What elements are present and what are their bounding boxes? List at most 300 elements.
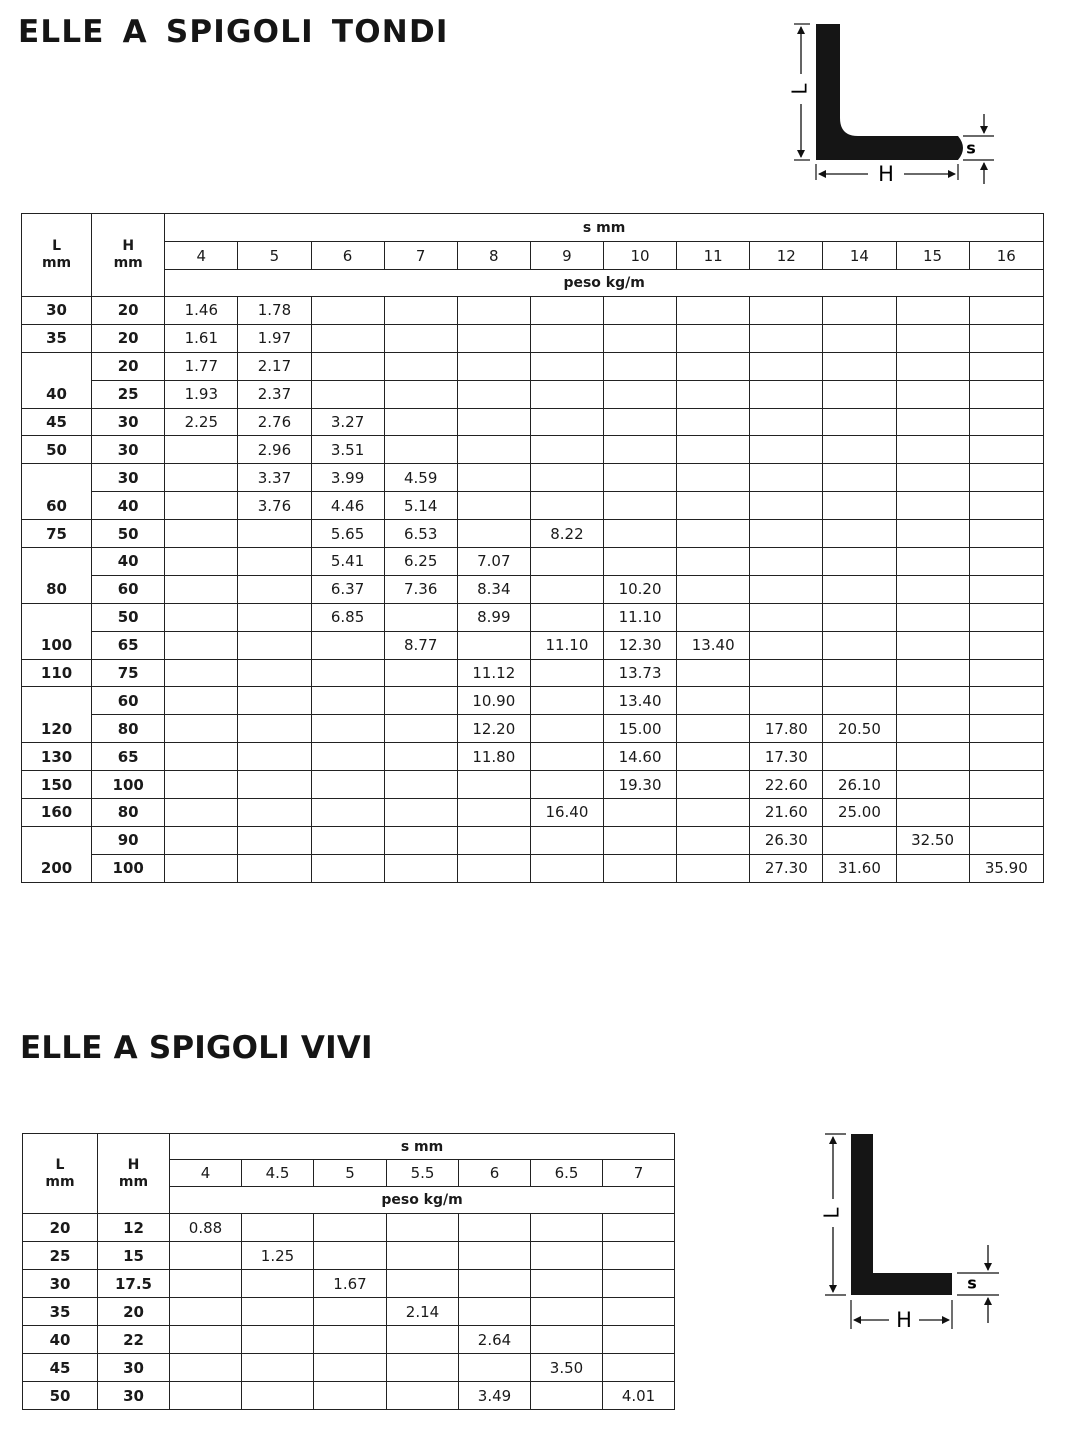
cell-weight <box>823 575 896 603</box>
header-weight-group: peso kg/m <box>170 1187 675 1214</box>
cell-weight: 1.25 <box>242 1242 314 1270</box>
cell-weight <box>969 799 1043 827</box>
thickness-header: 6.5 <box>531 1160 603 1187</box>
table-row <box>22 659 1044 687</box>
cell-weight <box>457 631 530 659</box>
cell-H: 30 <box>92 408 165 436</box>
cell-weight <box>896 492 969 520</box>
cell-weight <box>314 1214 387 1242</box>
thickness-header: 11 <box>677 242 750 270</box>
cell-weight <box>314 1382 387 1410</box>
cell-weight: 3.51 <box>311 436 384 464</box>
cell-weight <box>387 1382 459 1410</box>
cell-weight <box>896 520 969 548</box>
table-row <box>22 297 1044 325</box>
table-row <box>22 352 1044 380</box>
cell-weight <box>896 799 969 827</box>
cell-weight <box>677 687 750 715</box>
cell-weight: 4.46 <box>311 492 384 520</box>
cell-weight: 8.34 <box>457 575 530 603</box>
cell-weight <box>823 603 896 631</box>
cell-weight <box>823 408 896 436</box>
cell-weight <box>969 631 1043 659</box>
cell-weight <box>311 799 384 827</box>
cell-weight <box>823 520 896 548</box>
cell-weight <box>384 297 457 325</box>
cell-weight: 2.37 <box>238 380 311 408</box>
cell-weight: 3.50 <box>531 1354 603 1382</box>
cell-weight: 1.61 <box>165 324 238 352</box>
cell-weight <box>314 1354 387 1382</box>
header-L: L mm <box>23 1134 98 1214</box>
thickness-header: 16 <box>969 242 1043 270</box>
cell-weight <box>531 1214 603 1242</box>
cell-weight <box>677 324 750 352</box>
cell-weight: 8.99 <box>457 603 530 631</box>
rounded-angle-shape <box>816 24 963 160</box>
cell-weight <box>238 520 311 548</box>
cell-weight: 5.14 <box>384 492 457 520</box>
cell-weight: 21.60 <box>750 799 823 827</box>
cell-weight: 26.10 <box>823 771 896 799</box>
thickness-header: 12 <box>750 242 823 270</box>
thickness-header: 5 <box>314 1160 387 1187</box>
thickness-header: 4.5 <box>242 1160 314 1187</box>
cell-weight <box>238 854 311 882</box>
cell-weight <box>677 715 750 743</box>
cell-weight <box>384 799 457 827</box>
table-row <box>22 408 1044 436</box>
cell-L: 150 <box>22 771 92 799</box>
cell-weight <box>896 436 969 464</box>
cell-weight <box>238 548 311 576</box>
cell-weight <box>677 743 750 771</box>
cell-weight <box>969 826 1043 854</box>
table-row <box>23 1242 675 1270</box>
cell-H: 40 <box>92 492 165 520</box>
cell-weight <box>677 464 750 492</box>
cell-weight: 7.36 <box>384 575 457 603</box>
table-row <box>22 492 1044 520</box>
thickness-header: 15 <box>896 242 969 270</box>
cell-weight <box>677 520 750 548</box>
table-row <box>23 1354 675 1382</box>
cell-weight <box>604 408 677 436</box>
table-row <box>22 687 1044 715</box>
cell-weight <box>165 575 238 603</box>
label-H: H <box>896 1308 912 1332</box>
cell-weight <box>387 1354 459 1382</box>
cell-L: 50 <box>22 436 92 464</box>
header-row-group <box>22 214 1044 242</box>
header-H: H mm <box>92 214 165 297</box>
cell-weight <box>165 631 238 659</box>
cell-weight <box>311 743 384 771</box>
cell-weight <box>530 492 603 520</box>
cell-weight <box>677 380 750 408</box>
cell-L: 25 <box>23 1242 98 1270</box>
cell-weight: 19.30 <box>604 771 677 799</box>
cell-weight <box>750 659 823 687</box>
cell-weight: 1.97 <box>238 324 311 352</box>
cell-weight: 12.30 <box>604 631 677 659</box>
cell-weight <box>242 1298 314 1326</box>
cell-weight <box>457 771 530 799</box>
table-row <box>22 464 1044 492</box>
cell-weight: 1.77 <box>165 352 238 380</box>
cell-L <box>22 603 92 631</box>
cell-weight <box>969 520 1043 548</box>
cell-weight <box>531 1242 603 1270</box>
table-row <box>22 799 1044 827</box>
label-L: L <box>787 83 812 95</box>
cell-weight <box>314 1326 387 1354</box>
cell-weight <box>677 408 750 436</box>
cell-L: 75 <box>22 520 92 548</box>
cell-L: 120 <box>22 715 92 743</box>
cell-weight <box>750 324 823 352</box>
cell-weight: 17.30 <box>750 743 823 771</box>
label-H: H <box>878 162 894 186</box>
cell-weight <box>604 520 677 548</box>
cell-weight <box>457 380 530 408</box>
cell-H: 100 <box>92 854 165 882</box>
cell-weight <box>170 1270 242 1298</box>
cell-weight <box>314 1242 387 1270</box>
header-L: L mm <box>22 214 92 297</box>
cell-H: 80 <box>92 715 165 743</box>
cell-weight: 8.77 <box>384 631 457 659</box>
cell-weight <box>677 771 750 799</box>
label-L: L <box>819 1207 844 1219</box>
thickness-header: 5 <box>238 242 311 270</box>
cell-weight <box>603 1326 675 1354</box>
cell-weight <box>823 297 896 325</box>
table-row <box>22 715 1044 743</box>
cell-weight <box>969 492 1043 520</box>
cell-weight <box>896 771 969 799</box>
cell-weight: 5.41 <box>311 548 384 576</box>
thickness-header: 9 <box>530 242 603 270</box>
cell-weight <box>896 464 969 492</box>
cell-weight <box>896 715 969 743</box>
sharp-angle-shape <box>851 1134 952 1295</box>
table-row <box>22 826 1044 854</box>
cell-H: 25 <box>92 380 165 408</box>
cell-weight <box>750 631 823 659</box>
cell-weight <box>530 324 603 352</box>
cell-weight: 32.50 <box>896 826 969 854</box>
cell-H: 75 <box>92 659 165 687</box>
cell-weight <box>750 575 823 603</box>
cell-weight <box>604 826 677 854</box>
cell-weight: 11.10 <box>530 631 603 659</box>
cell-H: 17.5 <box>98 1270 170 1298</box>
thickness-header: 4 <box>165 242 238 270</box>
cell-weight <box>384 436 457 464</box>
cell-weight: 10.90 <box>457 687 530 715</box>
cell-weight <box>384 771 457 799</box>
cell-weight <box>457 799 530 827</box>
cell-weight: 3.37 <box>238 464 311 492</box>
cell-weight <box>604 464 677 492</box>
cell-weight <box>384 659 457 687</box>
cell-H: 60 <box>92 575 165 603</box>
cell-weight <box>384 743 457 771</box>
cell-weight <box>604 548 677 576</box>
cell-weight <box>750 520 823 548</box>
cell-weight <box>823 743 896 771</box>
cell-weight <box>165 715 238 743</box>
cell-weight <box>459 1354 531 1382</box>
cell-weight <box>823 492 896 520</box>
cell-weight <box>165 743 238 771</box>
cell-weight: 6.53 <box>384 520 457 548</box>
cell-weight <box>823 464 896 492</box>
table-row <box>23 1298 675 1326</box>
cell-weight <box>170 1382 242 1410</box>
cell-weight: 11.10 <box>604 603 677 631</box>
cell-weight <box>896 324 969 352</box>
table-row <box>23 1382 675 1410</box>
cell-weight <box>896 659 969 687</box>
cell-weight: 5.65 <box>311 520 384 548</box>
cell-weight <box>384 687 457 715</box>
cell-weight <box>242 1382 314 1410</box>
cell-weight <box>603 1214 675 1242</box>
cell-weight <box>384 380 457 408</box>
cell-weight <box>457 492 530 520</box>
table-row <box>22 324 1044 352</box>
cell-weight <box>165 799 238 827</box>
cell-L: 130 <box>22 743 92 771</box>
sharp-angle-weight-table <box>22 1133 675 1410</box>
cell-weight <box>677 826 750 854</box>
cell-weight <box>896 380 969 408</box>
cell-H: 40 <box>92 548 165 576</box>
table-row <box>22 854 1044 882</box>
cell-weight <box>459 1242 531 1270</box>
cell-weight: 3.27 <box>311 408 384 436</box>
cell-weight <box>823 826 896 854</box>
cell-weight <box>969 464 1043 492</box>
cell-L <box>22 687 92 715</box>
header-thickness-group: s mm <box>165 214 1044 242</box>
cell-weight <box>457 324 530 352</box>
sharp-angle-profile-diagram <box>815 1125 1005 1340</box>
cell-weight <box>604 297 677 325</box>
cell-weight: 31.60 <box>823 854 896 882</box>
cell-weight <box>896 575 969 603</box>
cell-weight <box>604 799 677 827</box>
cell-weight <box>238 631 311 659</box>
cell-weight <box>530 297 603 325</box>
thickness-header: 6 <box>459 1160 531 1187</box>
header-row-thickness <box>22 242 1044 270</box>
cell-weight <box>170 1326 242 1354</box>
cell-weight <box>969 687 1043 715</box>
cell-weight <box>311 826 384 854</box>
cell-weight: 26.30 <box>750 826 823 854</box>
cell-weight <box>750 408 823 436</box>
cell-weight <box>457 297 530 325</box>
cell-weight <box>677 297 750 325</box>
cell-weight <box>242 1214 314 1242</box>
cell-weight <box>384 854 457 882</box>
cell-weight: 20.50 <box>823 715 896 743</box>
cell-weight <box>165 548 238 576</box>
cell-H: 20 <box>92 297 165 325</box>
table-row <box>22 631 1044 659</box>
cell-H: 30 <box>92 464 165 492</box>
cell-weight <box>750 464 823 492</box>
cell-L: 50 <box>23 1382 98 1410</box>
cell-weight <box>604 352 677 380</box>
cell-weight <box>969 408 1043 436</box>
cell-weight <box>238 743 311 771</box>
cell-weight <box>969 297 1043 325</box>
cell-weight: 12.20 <box>457 715 530 743</box>
cell-weight <box>311 380 384 408</box>
cell-weight <box>750 687 823 715</box>
cell-weight <box>165 464 238 492</box>
table-row <box>23 1326 675 1354</box>
cell-weight: 6.85 <box>311 603 384 631</box>
cell-weight <box>311 297 384 325</box>
cell-weight <box>677 603 750 631</box>
cell-H: 100 <box>92 771 165 799</box>
cell-weight <box>604 324 677 352</box>
cell-weight: 16.40 <box>530 799 603 827</box>
cell-weight <box>677 799 750 827</box>
cell-H: 65 <box>92 743 165 771</box>
cell-L: 80 <box>22 575 92 603</box>
cell-H: 50 <box>92 603 165 631</box>
cell-weight <box>969 603 1043 631</box>
cell-weight <box>238 771 311 799</box>
table-row <box>22 380 1044 408</box>
cell-weight: 3.49 <box>459 1382 531 1410</box>
cell-L: 60 <box>22 492 92 520</box>
section-title-sharp: ELLE A SPIGOLI VIVI <box>20 1030 373 1066</box>
thickness-header: 14 <box>823 242 896 270</box>
cell-weight <box>238 826 311 854</box>
header-row-weight <box>22 270 1044 297</box>
cell-weight <box>238 799 311 827</box>
cell-weight <box>530 826 603 854</box>
table-row <box>22 771 1044 799</box>
cell-H: 65 <box>92 631 165 659</box>
cell-weight <box>384 352 457 380</box>
cell-L: 35 <box>23 1298 98 1326</box>
table-row <box>22 575 1044 603</box>
cell-weight <box>604 492 677 520</box>
cell-weight <box>531 1326 603 1354</box>
cell-weight <box>603 1298 675 1326</box>
cell-H: 80 <box>92 799 165 827</box>
cell-weight <box>823 548 896 576</box>
cell-weight: 0.88 <box>170 1214 242 1242</box>
cell-weight <box>387 1270 459 1298</box>
cell-weight <box>896 603 969 631</box>
cell-weight <box>311 352 384 380</box>
cell-weight <box>896 408 969 436</box>
cell-L: 160 <box>22 799 92 827</box>
cell-weight <box>238 659 311 687</box>
cell-weight <box>530 659 603 687</box>
cell-weight: 4.59 <box>384 464 457 492</box>
cell-weight: 1.78 <box>238 297 311 325</box>
rounded-angle-weight-table <box>21 213 1044 883</box>
cell-weight <box>896 297 969 325</box>
cell-weight <box>165 854 238 882</box>
cell-weight: 13.40 <box>677 631 750 659</box>
cell-weight <box>384 826 457 854</box>
cell-weight <box>530 743 603 771</box>
cell-weight <box>531 1382 603 1410</box>
cell-weight <box>242 1270 314 1298</box>
cell-weight <box>750 352 823 380</box>
cell-weight: 2.64 <box>459 1326 531 1354</box>
cell-weight: 2.76 <box>238 408 311 436</box>
cell-weight <box>165 492 238 520</box>
cell-weight <box>823 659 896 687</box>
cell-L: 45 <box>23 1354 98 1382</box>
cell-L <box>22 826 92 854</box>
cell-weight <box>896 631 969 659</box>
cell-weight: 10.20 <box>604 575 677 603</box>
header-row-group <box>23 1134 675 1160</box>
thickness-header: 6 <box>311 242 384 270</box>
cell-weight <box>750 548 823 576</box>
cell-weight <box>677 436 750 464</box>
cell-weight: 2.25 <box>165 408 238 436</box>
cell-weight <box>969 548 1043 576</box>
cell-weight <box>311 854 384 882</box>
cell-weight: 1.46 <box>165 297 238 325</box>
cell-weight <box>384 324 457 352</box>
cell-weight: 17.80 <box>750 715 823 743</box>
thickness-header: 5.5 <box>387 1160 459 1187</box>
cell-H: 20 <box>92 324 165 352</box>
cell-weight <box>387 1326 459 1354</box>
cell-weight <box>750 603 823 631</box>
cell-weight <box>530 436 603 464</box>
cell-weight: 2.14 <box>387 1298 459 1326</box>
cell-weight <box>314 1298 387 1326</box>
cell-L: 100 <box>22 631 92 659</box>
header-weight-group: peso kg/m <box>165 270 1044 297</box>
cell-weight <box>604 854 677 882</box>
cell-weight: 6.25 <box>384 548 457 576</box>
cell-H: 30 <box>98 1382 170 1410</box>
cell-weight <box>530 352 603 380</box>
section-title-rounded: ELLE A SPIGOLI TONDI <box>18 14 449 50</box>
cell-weight: 1.67 <box>314 1270 387 1298</box>
cell-H: 30 <box>98 1354 170 1382</box>
cell-weight <box>896 548 969 576</box>
cell-weight <box>603 1270 675 1298</box>
thickness-header: 8 <box>457 242 530 270</box>
cell-weight <box>823 436 896 464</box>
cell-H: 90 <box>92 826 165 854</box>
cell-H: 15 <box>98 1242 170 1270</box>
cell-weight <box>823 631 896 659</box>
cell-weight <box>750 492 823 520</box>
cell-weight <box>457 854 530 882</box>
cell-weight <box>384 715 457 743</box>
cell-weight <box>457 464 530 492</box>
